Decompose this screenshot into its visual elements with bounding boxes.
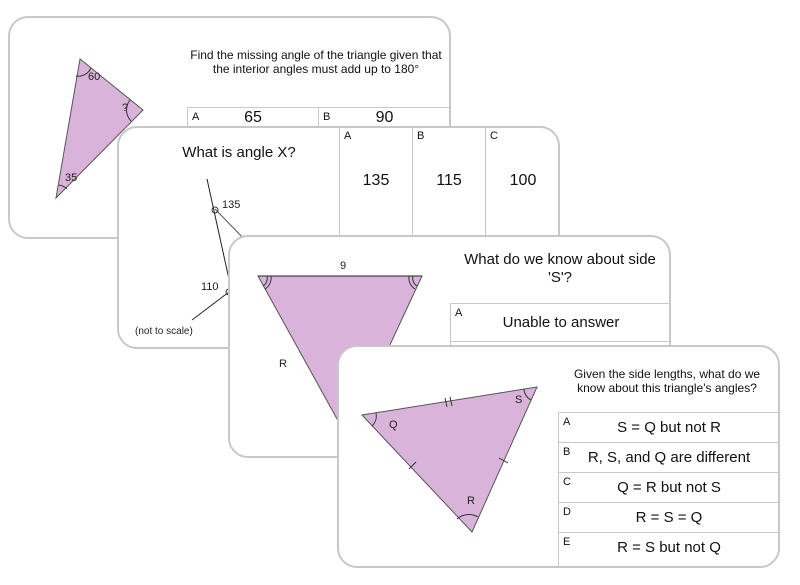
option-letter: B — [417, 130, 425, 142]
option-a[interactable] — [339, 126, 413, 236]
question-text: What do we know about side 'S'? — [464, 251, 656, 286]
option-value: R, S, and Q are different — [587, 449, 751, 466]
option-b[interactable] — [412, 126, 486, 236]
option-letter: C — [563, 476, 571, 488]
option-letter: C — [490, 130, 498, 142]
angle-label: S — [515, 394, 523, 406]
angle-label: 135 — [222, 199, 241, 211]
option-letter: A — [563, 416, 571, 428]
question-text: Given the side lengths, what do we know about this triangle's angles? — [573, 367, 761, 396]
option-value: 115 — [436, 172, 462, 189]
option-letter: A — [455, 307, 463, 319]
angle-label: ? — [122, 102, 129, 114]
option-c[interactable] — [485, 126, 560, 236]
side-label: 9 — [340, 260, 347, 272]
option-value: 135 — [362, 172, 390, 189]
side-label: R — [279, 358, 287, 370]
option-value: Unable to answer — [502, 314, 620, 331]
scale-note: (not to scale) — [135, 326, 193, 337]
option-letter: E — [563, 536, 571, 548]
angle-label: Q — [389, 419, 398, 431]
option-d[interactable] — [558, 502, 780, 533]
option-value: 90 — [375, 109, 394, 126]
option-c[interactable] — [558, 472, 780, 503]
angle-label: 60 — [88, 71, 101, 83]
option-value: 100 — [509, 172, 537, 189]
quiz-card-4[interactable] — [337, 345, 780, 568]
option-letter: A — [192, 111, 200, 123]
angle-label: 110 — [201, 281, 219, 293]
option-a[interactable] — [450, 303, 671, 342]
option-a[interactable] — [558, 412, 780, 443]
angle-label: 35 — [65, 172, 78, 184]
option-letter: B — [323, 111, 331, 123]
angle-label: R — [467, 495, 475, 507]
option-value: R = S = Q — [635, 509, 703, 526]
option-value: R = S but not Q — [617, 539, 721, 556]
question-text: What is angle X? — [182, 144, 296, 161]
option-b[interactable] — [558, 442, 780, 473]
option-letter: D — [563, 506, 571, 518]
option-e[interactable] — [558, 532, 780, 568]
option-letter: B — [563, 446, 571, 458]
option-value: 65 — [244, 109, 262, 126]
option-value: Q = R but not S — [617, 479, 721, 496]
question-text: Find the missing angle of the triangle given that the interior angles must add up to 180° — [190, 48, 442, 77]
option-letter: A — [344, 130, 352, 142]
option-value: S = Q but not R — [617, 419, 721, 436]
